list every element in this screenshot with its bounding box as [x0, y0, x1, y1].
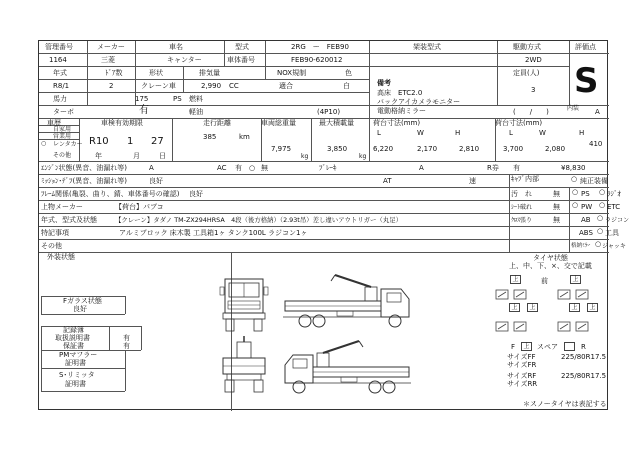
- brake: A: [419, 164, 424, 172]
- tire-rf-right-inner: 上: [569, 303, 580, 312]
- history-label: 車歴: [47, 119, 61, 127]
- turbo-label: ターボ: [53, 108, 74, 116]
- truck-side-view-right-icon: [279, 273, 419, 335]
- tire-spare-r-slot: [564, 342, 575, 351]
- biko-line-1: 高床 ETC2.0: [377, 89, 423, 97]
- doors-label: ﾄﾞｱ数: [105, 69, 123, 77]
- s-limiter: S･リミッタ: [59, 371, 95, 379]
- opt-ps-circle: ○: [572, 188, 579, 196]
- inner-label: 内装: [567, 105, 580, 112]
- seat-value: 無: [553, 203, 560, 211]
- size-rf-label: サイズRF: [507, 372, 537, 380]
- col-label-maker: メーカー: [97, 43, 125, 51]
- biko-label: 備考: [377, 79, 391, 87]
- size-rr-label: サイズRR: [507, 380, 538, 388]
- glass-label: Fガラス状態: [63, 297, 102, 305]
- cc-unit: CC: [229, 82, 239, 90]
- tire-title: タイヤ状態: [533, 254, 568, 262]
- tire-slot-icons: [494, 286, 604, 338]
- cabin-circle: ○: [571, 175, 578, 183]
- mission: 良好: [149, 177, 163, 185]
- month-unit: 月: [133, 152, 140, 160]
- snow-note: ＊スノータイヤは表記する: [523, 400, 607, 408]
- history-circle: ○: [41, 140, 47, 147]
- record-book: 記録簿: [63, 326, 84, 334]
- doors: 2: [109, 82, 114, 90]
- at-label: AT: [383, 177, 392, 185]
- body-length: 6,220: [373, 145, 394, 153]
- shaken-month: 1: [127, 136, 134, 147]
- dims-label: 荷台寸法(mm): [373, 119, 421, 127]
- opt-pw-circle: ○: [572, 201, 579, 209]
- cargo-height: 410: [589, 140, 603, 148]
- shaken-era: R10: [89, 136, 109, 147]
- color-label: 色: [345, 69, 352, 77]
- chassis-no: FEB90-620012: [291, 56, 343, 64]
- ac-none: 無: [261, 164, 268, 172]
- cargo-length: 3,700: [503, 145, 524, 153]
- capacity: 3: [531, 86, 536, 94]
- body-height: 2,810: [459, 145, 480, 153]
- manual-value: 有: [123, 334, 130, 342]
- size-fr-label: サイズFR: [507, 361, 537, 369]
- truck-rear-view-icon: [219, 336, 269, 396]
- turbo: 有: [139, 105, 149, 116]
- notes-value: アルミブロック 床木製 工具箱1ヶ タンク100L ラジコン1ヶ: [119, 229, 308, 237]
- spec-label: 年式、型式及状態: [41, 216, 97, 224]
- opt-radio-circle: ○: [599, 188, 606, 196]
- opt-pw: PW: [581, 203, 593, 211]
- pm-muffler: PMマフラー: [59, 351, 98, 359]
- tire-spare-f: 上: [521, 342, 532, 351]
- stain-value: 無: [553, 190, 560, 198]
- displacement-label: 排気量: [199, 69, 220, 77]
- spare-r: R: [581, 343, 586, 351]
- cloth-value: 無: [553, 216, 560, 224]
- tire-front-label: 前: [541, 277, 548, 285]
- inner-grade: A: [595, 108, 600, 116]
- body-width: 2,170: [417, 145, 438, 153]
- manual-label: 取扱説明書: [55, 334, 90, 342]
- frame-value: 良好: [189, 190, 203, 198]
- opt-jack: ジャッキ: [602, 243, 626, 250]
- cabin-standard: 純正装備: [580, 177, 608, 185]
- engine: A: [149, 164, 154, 172]
- recycle-have: 有: [513, 164, 520, 172]
- other-label: その他: [41, 242, 62, 250]
- hp-label: 馬力: [53, 95, 67, 103]
- mileage-label: 走行距離: [203, 119, 231, 127]
- ac-have: 有: [235, 164, 242, 172]
- gross-kg: kg: [301, 153, 309, 160]
- notes-label: 特記事項: [41, 229, 69, 237]
- grade-score: S: [574, 61, 599, 101]
- history-other: その他: [53, 152, 72, 159]
- cargo-width: 2,080: [545, 145, 566, 153]
- warranty-value: 有: [123, 342, 130, 350]
- opt-etc: ETC: [607, 203, 621, 211]
- displacement: 2,990: [201, 82, 222, 90]
- chassis-label: 車体番号: [227, 56, 255, 64]
- size-rf-value: 225/80R17.5: [561, 372, 607, 380]
- shaken-label: 車検有効期限: [101, 119, 143, 127]
- glass-value: 良好: [73, 305, 87, 313]
- cargo-h-label: H: [579, 129, 585, 137]
- opt-radio: ﾗｼﾞｵ: [607, 190, 621, 198]
- nox-label: NOX規制: [277, 69, 307, 77]
- size-ff-value: 225/80R17.5: [561, 353, 607, 361]
- recycle-label: R券: [487, 164, 499, 172]
- car-name: キャンター: [167, 56, 202, 64]
- mileage: 385: [203, 133, 217, 141]
- upper-maker-label: 上物メーカー: [41, 203, 83, 211]
- shape-label: 形状: [149, 69, 163, 77]
- recycle-price: ¥8,830: [561, 164, 586, 172]
- tire-ff-right: 上: [570, 275, 581, 284]
- opt-tool: 工具: [605, 229, 619, 237]
- spare-f: F: [511, 343, 516, 351]
- col-label-drive: 駆動方式: [513, 43, 541, 51]
- dim-l-label: L: [377, 129, 381, 137]
- brake-label: ﾌﾞﾚｰｷ: [319, 164, 337, 172]
- tire-hint: 上、中、下、×、交で記載: [509, 262, 592, 270]
- cargo-w-label: W: [539, 129, 546, 137]
- cargo-dims-label: 荷台寸法(mm): [495, 119, 543, 127]
- paren-slot: ( / ): [513, 108, 549, 116]
- kanri-no: 1164: [49, 56, 67, 64]
- history-business: 営業用: [53, 133, 72, 140]
- opt-abs: ABS: [579, 229, 593, 237]
- drive: 2WD: [525, 56, 542, 64]
- tire-rf-right-outer: 上: [587, 303, 598, 312]
- tire-rf-left-inner: 上: [527, 303, 538, 312]
- history-private: 自家用: [53, 126, 72, 133]
- opt-mirror: 格納ﾐﾗｰ: [571, 243, 591, 249]
- gross-weight: 7,975: [271, 145, 292, 153]
- opt-ab: AB: [581, 216, 591, 224]
- ps-unit: PS: [173, 95, 182, 103]
- speed-label: 速: [469, 177, 476, 185]
- col-label-body: 架装型式: [413, 43, 441, 51]
- nox: 適合: [279, 82, 293, 90]
- ac-label: AC: [217, 164, 227, 172]
- cargo-l-label: L: [509, 129, 513, 137]
- hp: 175: [135, 95, 149, 103]
- biko-line-2: バックアイカメラモニター: [377, 98, 461, 106]
- year-label: 年式: [53, 69, 67, 77]
- col-label-name: 車名: [169, 43, 183, 51]
- size-ff-label: サイズFF: [507, 353, 536, 361]
- col-label-kanri: 管理番号: [45, 43, 73, 51]
- dim-w-label: W: [417, 129, 424, 137]
- opt-tool-circle: ○: [597, 227, 604, 235]
- year-unit: 年: [95, 152, 102, 160]
- maker: 三菱: [101, 56, 115, 64]
- opt-radicon: ラジコン: [605, 217, 630, 224]
- biko-line-3: 電動格納ミラー: [377, 107, 426, 115]
- col-label-model: 型式: [235, 43, 249, 51]
- history-rental: レンタカー: [53, 141, 83, 148]
- mission-label: ﾐｯｼｮﾝ･ﾃﾞﾌ(異音、油漏れ等): [41, 177, 127, 185]
- col-label-grade: 評価点: [575, 43, 596, 51]
- seat-label: ｼｰﾄ破れ: [511, 204, 533, 211]
- model-code: 2RG ー FEB90: [291, 43, 349, 51]
- truck-side-view-left-icon: [279, 339, 419, 401]
- load-kg: kg: [359, 153, 367, 160]
- fuel-label: 燃料: [189, 95, 203, 103]
- gross-weight-label: 車両総重量: [261, 119, 296, 127]
- opt-etc-circle: ○: [599, 201, 606, 209]
- ac-circle: ○: [249, 164, 256, 172]
- pm-certificate: 証明書: [65, 359, 86, 367]
- inspection-sheet: [38, 40, 630, 410]
- opt-ps: PS: [581, 190, 590, 198]
- s-certificate: 証明書: [65, 380, 86, 388]
- shaken-day: 27: [151, 136, 164, 147]
- fuel: 軽油: [189, 108, 203, 116]
- upper-maker-value: 【荷台】パブコ: [115, 203, 164, 211]
- year: R8/1: [53, 82, 70, 90]
- max-load-label: 最大積載量: [319, 119, 354, 127]
- truck-front-view-icon: [219, 273, 269, 333]
- spec-value: 【クレーン】タダノ TM-ZX294HRSA 4段（後方格納）（2.93t吊）差し違いアウトリガー（丸足）: [115, 216, 402, 224]
- max-load: 3,850: [327, 145, 348, 153]
- exterior-label: 外装状態: [47, 253, 75, 261]
- spare-label: スペア: [537, 343, 558, 351]
- tire-rf-left-outer: 上: [509, 303, 520, 312]
- shape: クレーン車: [141, 82, 176, 90]
- engine-code: (4P10): [317, 108, 341, 116]
- capacity-label: 定員(人): [513, 69, 540, 77]
- cabin-label: ｷｬﾌﾞ内部: [511, 175, 539, 183]
- stain-label: 汚 れ: [511, 190, 532, 198]
- cloth-label: ｸﾛｽ張り: [511, 217, 533, 224]
- frame-label: ﾌﾚｰﾑ関係(亀裂、曲り、錆、車体番号の確認): [41, 190, 180, 198]
- warranty-label: 保証書: [63, 342, 84, 350]
- engine-label: ｴﾝｼﾞﾝ状態(異音、油漏れ等): [41, 164, 127, 172]
- dim-h-label: H: [455, 129, 461, 137]
- day-unit: 日: [159, 152, 166, 160]
- tire-ff-left: 上: [510, 275, 521, 284]
- opt-jack-circle: ○: [595, 240, 602, 248]
- color: 白: [343, 82, 350, 90]
- opt-radicon-circle: ○: [597, 214, 604, 222]
- km-unit: km: [239, 133, 250, 141]
